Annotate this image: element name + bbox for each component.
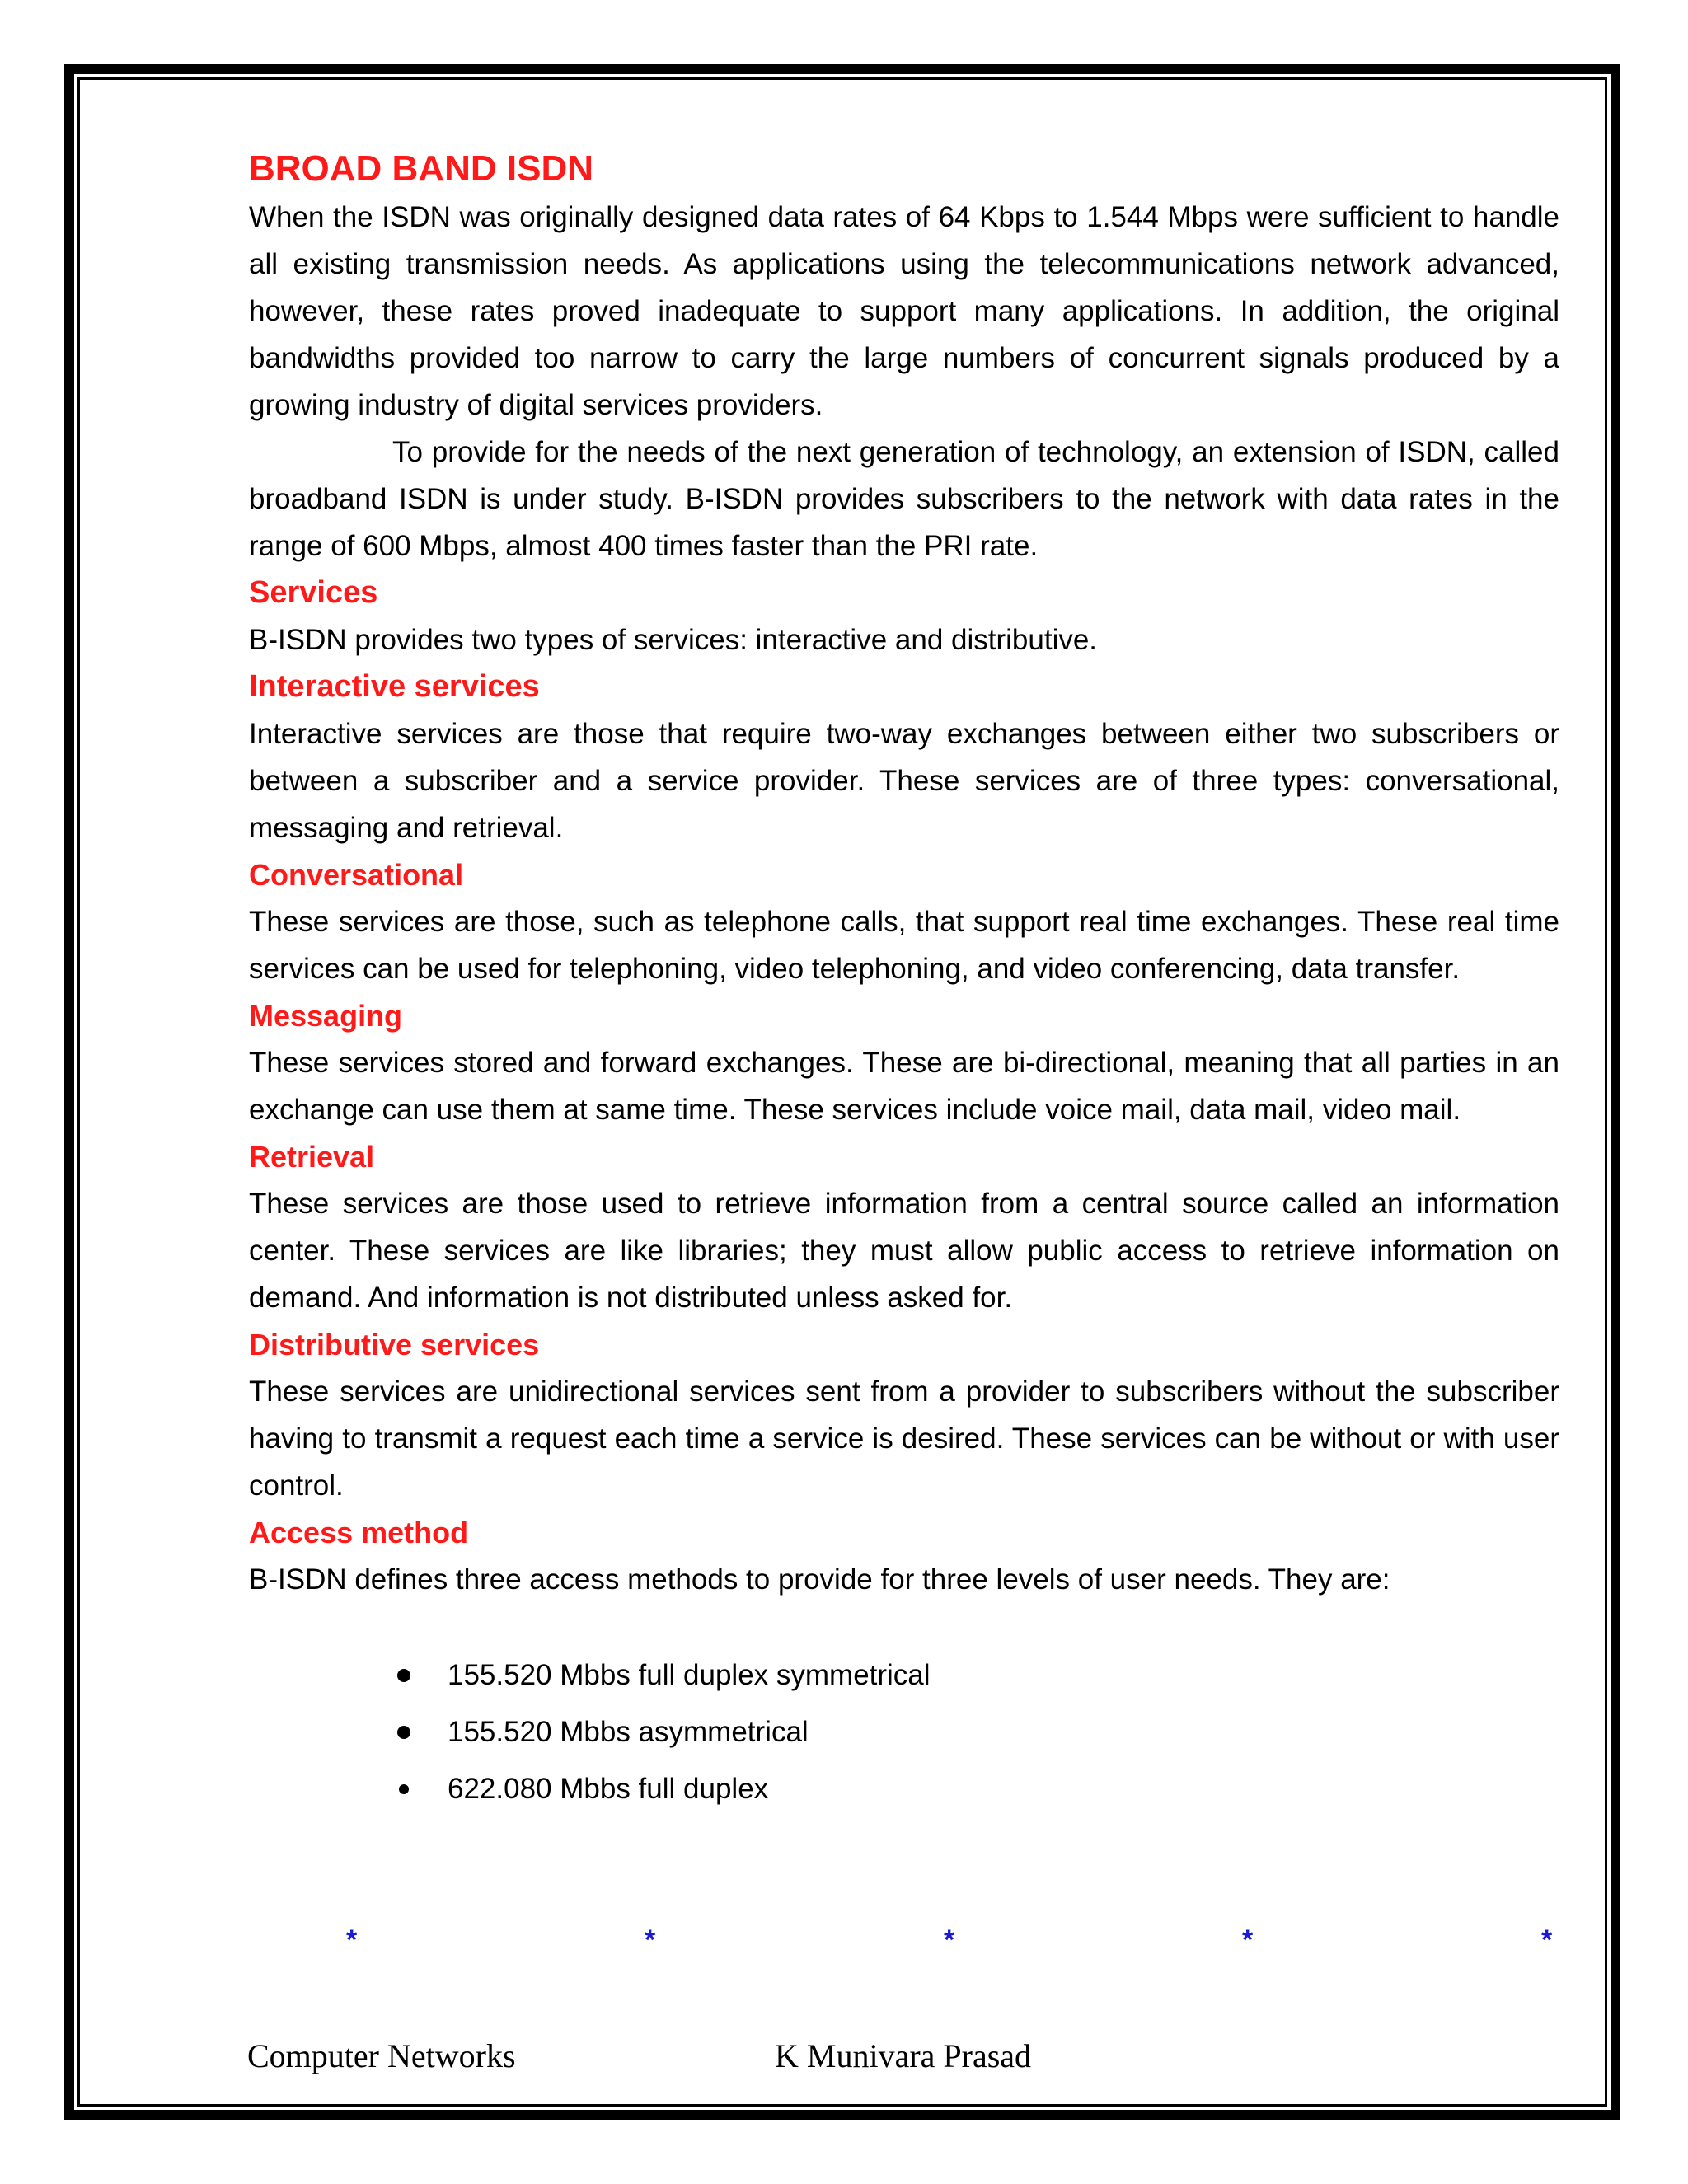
access-method-list (249, 1654, 1559, 1811)
services-text: B-ISDN provides two types of services: interactive and distributive. (249, 624, 1098, 656)
access-method-heading: Access method (249, 1516, 469, 1549)
services-heading: Services (249, 575, 378, 610)
messaging-heading: Messaging (249, 999, 403, 1033)
list-item (397, 1768, 1559, 1811)
distributive-services-heading: Distributive services (249, 1328, 540, 1361)
list-item-text: 622.080 Mbbs full duplex (448, 1773, 769, 1805)
bullet-icon (397, 1669, 410, 1682)
access-method-text: B-ISDN defines three access methods to provide for three levels of user needs. They are: (249, 1563, 1390, 1596)
distributive-services-text: These services are unidirectional services sent from a provider to subscribers without the subscriber having to transmit a request each time a service is desired. These services can be without or with user control. (249, 1376, 1559, 1502)
separator-star: * (944, 1924, 955, 1956)
separator-star: * (1541, 1924, 1553, 1956)
document-body (249, 144, 1559, 1811)
bullet-icon (399, 1784, 409, 1794)
retrieval-text: These services are those used to retrieve information from a central source called an information center. These services are like libraries; they must allow public access to retrieve information on demand. And information is not distributed unless asked for. (249, 1188, 1559, 1314)
retrieval-heading: Retrieval (249, 1140, 375, 1174)
separator-star: * (346, 1924, 358, 1956)
page-title: BROAD BAND ISDN (249, 148, 593, 189)
interactive-services-text: Interactive services are those that require two-way exchanges between either two subscribers or between a subscriber and a service provider. These services are of three types: conversational, messaging and retrieval. (249, 718, 1559, 844)
conversational-heading: Conversational (249, 858, 464, 892)
list-item-text: 155.520 Mbbs full duplex symmetrical (448, 1659, 931, 1691)
footer-author: K Munivara Prasad (775, 2037, 1032, 2074)
footer-course-title: Computer Networks (247, 2037, 516, 2074)
separator-star: * (645, 1924, 656, 1956)
interactive-services-heading: Interactive services (249, 669, 540, 704)
bullet-icon (397, 1726, 410, 1739)
list-item (397, 1654, 1559, 1697)
list-item (397, 1711, 1559, 1754)
messaging-text: These services stored and forward exchanges. These are bi-directional, meaning that all parties in an exchange can use them at same time. These services include voice mail, data mail, video mail. (249, 1047, 1559, 1126)
intro-paragraph-2: To provide for the needs of the next generation of technology, an extension of ISDN, called broadband ISDN is under study. B-ISDN provides subscribers to the network with data rates in the range of 600 Mbps, almost 400 times faster than the PRI rate. (249, 436, 1559, 562)
intro-paragraph-1: When the ISDN was originally designed data rates of 64 Kbps to 1.544 Mbps were sufficient to handle all existing transmission needs. As applications using the telecommunications network advanced, however, these rates proved inadequate to support many applications. In addition, the original bandwidths provided too narrow to carry the large numbers of concurrent signals produced by a growing industry of digital services providers. (249, 201, 1559, 421)
section-separator (249, 1924, 1559, 1957)
list-item-text: 155.520 Mbbs asymmetrical (448, 1716, 809, 1748)
conversational-text: These services are those, such as telephone calls, that support real time exchanges. These real time services can be used for telephoning, video telephoning, and video conferencing, data transfer. (249, 906, 1559, 985)
separator-star: * (1242, 1924, 1254, 1956)
